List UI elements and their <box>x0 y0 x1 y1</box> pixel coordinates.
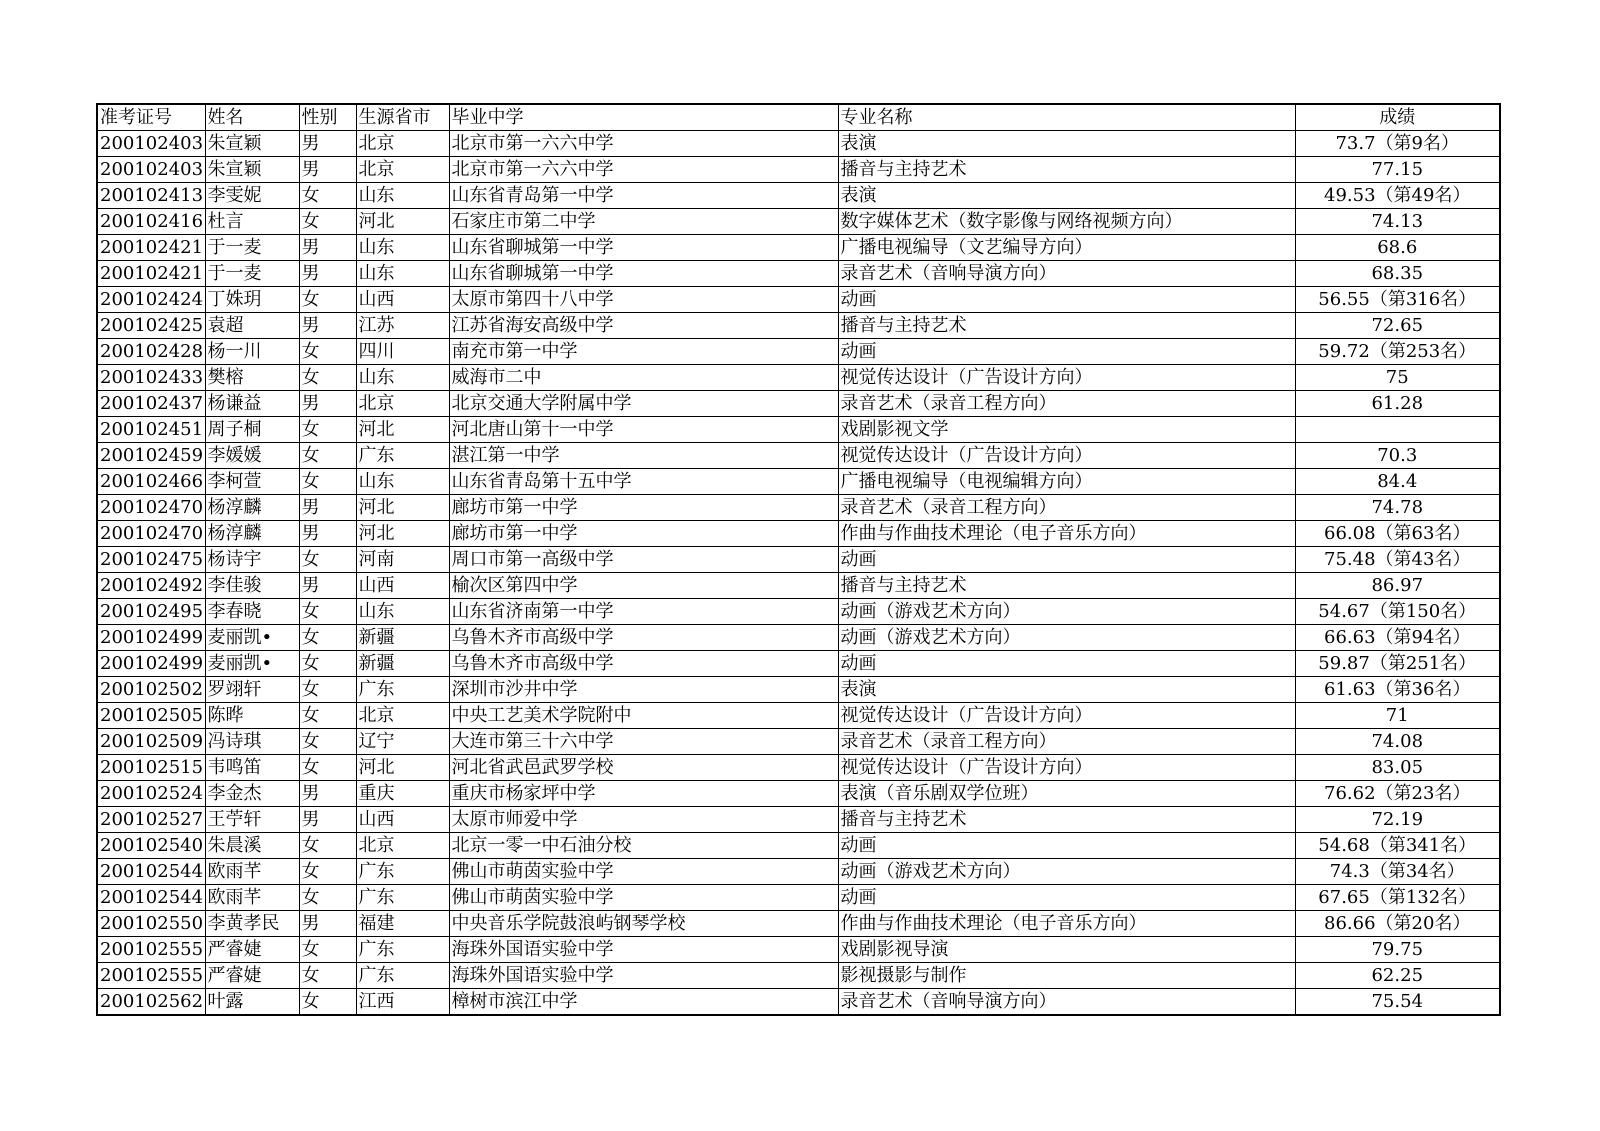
cell-name: 王苧轩 <box>205 807 299 833</box>
table-row <box>97 989 1500 1016</box>
cell-score: 66.08（第63名） <box>1295 521 1500 547</box>
cell-gender: 女 <box>299 703 356 729</box>
cell-province: 新疆 <box>356 625 449 651</box>
cell-major: 播音与主持艺术 <box>838 807 1295 833</box>
cell-province: 广东 <box>356 937 449 963</box>
cell-exam-id: 200102499 <box>97 651 205 677</box>
cell-province: 江西 <box>356 989 449 1016</box>
cell-score: 59.87（第251名） <box>1295 651 1500 677</box>
cell-province: 广东 <box>356 443 449 469</box>
cell-gender: 女 <box>299 937 356 963</box>
cell-gender: 男 <box>299 157 356 183</box>
cell-gender: 男 <box>299 391 356 417</box>
cell-name: 冯诗琪 <box>205 729 299 755</box>
cell-gender: 女 <box>299 287 356 313</box>
cell-major: 视觉传达设计（广告设计方向） <box>838 703 1295 729</box>
table-row <box>97 235 1500 261</box>
cell-province: 福建 <box>356 911 449 937</box>
cell-major: 动画 <box>838 339 1295 365</box>
cell-exam-id: 200102413 <box>97 183 205 209</box>
cell-score: 75 <box>1295 365 1500 391</box>
cell-province: 广东 <box>356 677 449 703</box>
cell-gender: 男 <box>299 573 356 599</box>
cell-score: 61.28 <box>1295 391 1500 417</box>
cell-major: 表演 <box>838 677 1295 703</box>
cell-exam-id: 200102492 <box>97 573 205 599</box>
cell-high-school: 深圳市沙井中学 <box>449 677 838 703</box>
cell-exam-id: 200102562 <box>97 989 205 1016</box>
cell-gender: 女 <box>299 625 356 651</box>
cell-major: 播音与主持艺术 <box>838 157 1295 183</box>
cell-province: 北京 <box>356 391 449 417</box>
cell-score: 74.08 <box>1295 729 1500 755</box>
cell-exam-id: 200102505 <box>97 703 205 729</box>
cell-exam-id: 200102550 <box>97 911 205 937</box>
cell-name: 于一麦 <box>205 261 299 287</box>
cell-major: 动画 <box>838 287 1295 313</box>
cell-province: 山西 <box>356 807 449 833</box>
cell-major: 广播电视编导（文艺编导方向） <box>838 235 1295 261</box>
cell-province: 山东 <box>356 235 449 261</box>
table-row <box>97 209 1500 235</box>
cell-exam-id: 200102515 <box>97 755 205 781</box>
cell-score: 68.6 <box>1295 235 1500 261</box>
cell-high-school: 太原市第四十八中学 <box>449 287 838 313</box>
cell-province: 山东 <box>356 599 449 625</box>
cell-exam-id: 200102555 <box>97 963 205 989</box>
cell-score: 62.25 <box>1295 963 1500 989</box>
cell-major: 播音与主持艺术 <box>838 573 1295 599</box>
table-row <box>97 755 1500 781</box>
cell-score: 86.97 <box>1295 573 1500 599</box>
cell-score: 49.53（第49名） <box>1295 183 1500 209</box>
table-row <box>97 443 1500 469</box>
cell-exam-id: 200102403 <box>97 131 205 157</box>
cell-high-school: 海珠外国语实验中学 <box>449 963 838 989</box>
header-gender: 性别 <box>299 104 356 131</box>
cell-major: 作曲与作曲技术理论（电子音乐方向） <box>838 911 1295 937</box>
cell-province: 河北 <box>356 417 449 443</box>
header-row <box>97 104 1500 131</box>
cell-name: 朱宣颖 <box>205 131 299 157</box>
cell-exam-id: 200102459 <box>97 443 205 469</box>
cell-name: 杨诗宇 <box>205 547 299 573</box>
table-row <box>97 625 1500 651</box>
cell-name: 周子桐 <box>205 417 299 443</box>
cell-score: 74.78 <box>1295 495 1500 521</box>
cell-score: 61.63（第36名） <box>1295 677 1500 703</box>
cell-province: 河北 <box>356 209 449 235</box>
table-row <box>97 729 1500 755</box>
cell-exam-id: 200102544 <box>97 885 205 911</box>
table-row <box>97 131 1500 157</box>
cell-high-school: 山东省济南第一中学 <box>449 599 838 625</box>
cell-score: 66.63（第94名） <box>1295 625 1500 651</box>
cell-high-school: 廊坊市第一中学 <box>449 495 838 521</box>
cell-high-school: 湛江第一中学 <box>449 443 838 469</box>
cell-name: 杨淳麟 <box>205 521 299 547</box>
cell-name: 李媛媛 <box>205 443 299 469</box>
table-row <box>97 703 1500 729</box>
cell-score: 67.65（第132名） <box>1295 885 1500 911</box>
cell-exam-id: 200102499 <box>97 625 205 651</box>
cell-high-school: 重庆市杨家坪中学 <box>449 781 838 807</box>
cell-province: 北京 <box>356 833 449 859</box>
cell-province: 山东 <box>356 469 449 495</box>
cell-major: 录音艺术（音响导演方向） <box>838 261 1295 287</box>
cell-exam-id: 200102502 <box>97 677 205 703</box>
cell-score: 54.68（第341名） <box>1295 833 1500 859</box>
cell-province: 山西 <box>356 573 449 599</box>
cell-exam-id: 200102540 <box>97 833 205 859</box>
cell-major: 播音与主持艺术 <box>838 313 1295 339</box>
cell-province: 广东 <box>356 885 449 911</box>
cell-exam-id: 200102524 <box>97 781 205 807</box>
cell-exam-id: 200102428 <box>97 339 205 365</box>
cell-gender: 女 <box>299 885 356 911</box>
cell-province: 新疆 <box>356 651 449 677</box>
table-row <box>97 781 1500 807</box>
cell-name: 杜言 <box>205 209 299 235</box>
cell-score <box>1295 417 1500 443</box>
cell-major: 影视摄影与制作 <box>838 963 1295 989</box>
cell-exam-id: 200102466 <box>97 469 205 495</box>
table-row <box>97 911 1500 937</box>
cell-major: 作曲与作曲技术理论（电子音乐方向） <box>838 521 1295 547</box>
table-row <box>97 963 1500 989</box>
cell-major: 动画（游戏艺术方向） <box>838 599 1295 625</box>
header-major: 专业名称 <box>838 104 1295 131</box>
table-row <box>97 495 1500 521</box>
cell-name: 朱宣颖 <box>205 157 299 183</box>
cell-province: 四川 <box>356 339 449 365</box>
cell-gender: 女 <box>299 443 356 469</box>
cell-name: 严睿婕 <box>205 937 299 963</box>
cell-province: 江苏 <box>356 313 449 339</box>
table-row <box>97 599 1500 625</box>
cell-gender: 男 <box>299 131 356 157</box>
cell-name: 杨谦益 <box>205 391 299 417</box>
cell-name: 李雯妮 <box>205 183 299 209</box>
cell-high-school: 北京一零一中石油分校 <box>449 833 838 859</box>
cell-high-school: 北京交通大学附属中学 <box>449 391 838 417</box>
cell-high-school: 南充市第一中学 <box>449 339 838 365</box>
cell-exam-id: 200102475 <box>97 547 205 573</box>
cell-name: 叶露 <box>205 989 299 1016</box>
cell-high-school: 乌鲁木齐市高级中学 <box>449 625 838 651</box>
cell-exam-id: 200102495 <box>97 599 205 625</box>
cell-gender: 女 <box>299 339 356 365</box>
cell-major: 表演 <box>838 183 1295 209</box>
cell-exam-id: 200102509 <box>97 729 205 755</box>
cell-exam-id: 200102451 <box>97 417 205 443</box>
cell-high-school: 河北唐山第十一中学 <box>449 417 838 443</box>
cell-exam-id: 200102544 <box>97 859 205 885</box>
cell-gender: 女 <box>299 989 356 1016</box>
cell-province: 广东 <box>356 859 449 885</box>
cell-score: 72.19 <box>1295 807 1500 833</box>
cell-major: 动画（游戏艺术方向） <box>838 859 1295 885</box>
cell-major: 动画 <box>838 833 1295 859</box>
cell-name: 袁超 <box>205 313 299 339</box>
cell-name: 麦丽凯• <box>205 651 299 677</box>
cell-score: 79.75 <box>1295 937 1500 963</box>
cell-high-school: 山东省青岛第一中学 <box>449 183 838 209</box>
cell-name: 李柯萱 <box>205 469 299 495</box>
header-province: 生源省市 <box>356 104 449 131</box>
cell-major: 表演（音乐剧双学位班） <box>838 781 1295 807</box>
cell-major: 动画 <box>838 651 1295 677</box>
cell-gender: 女 <box>299 729 356 755</box>
table-row <box>97 521 1500 547</box>
cell-province: 北京 <box>356 157 449 183</box>
cell-province: 河南 <box>356 547 449 573</box>
cell-name: 李佳骏 <box>205 573 299 599</box>
cell-province: 河北 <box>356 755 449 781</box>
cell-high-school: 佛山市萌茵实验中学 <box>449 885 838 911</box>
cell-province: 山东 <box>356 183 449 209</box>
table-row <box>97 547 1500 573</box>
cell-province: 广东 <box>356 963 449 989</box>
cell-high-school: 中央音乐学院鼓浪屿钢琴学校 <box>449 911 838 937</box>
cell-province: 山东 <box>356 261 449 287</box>
cell-score: 84.4 <box>1295 469 1500 495</box>
table-row <box>97 651 1500 677</box>
cell-gender: 男 <box>299 495 356 521</box>
table-row <box>97 833 1500 859</box>
cell-name: 韦鸣笛 <box>205 755 299 781</box>
cell-exam-id: 200102425 <box>97 313 205 339</box>
cell-major: 动画（游戏艺术方向） <box>838 625 1295 651</box>
table-row <box>97 313 1500 339</box>
cell-exam-id: 200102424 <box>97 287 205 313</box>
cell-score: 70.3 <box>1295 443 1500 469</box>
table-row <box>97 339 1500 365</box>
cell-name: 欧雨芊 <box>205 885 299 911</box>
header-exam-id: 准考证号 <box>97 104 205 131</box>
cell-gender: 女 <box>299 651 356 677</box>
cell-gender: 男 <box>299 911 356 937</box>
cell-high-school: 河北省武邑武罗学校 <box>449 755 838 781</box>
cell-high-school: 太原市师爱中学 <box>449 807 838 833</box>
cell-high-school: 周口市第一高级中学 <box>449 547 838 573</box>
table-row <box>97 469 1500 495</box>
cell-score: 68.35 <box>1295 261 1500 287</box>
cell-gender: 女 <box>299 833 356 859</box>
cell-name: 陈晔 <box>205 703 299 729</box>
header-name: 姓名 <box>205 104 299 131</box>
cell-gender: 男 <box>299 313 356 339</box>
table-row <box>97 391 1500 417</box>
cell-high-school: 中央工艺美术学院附中 <box>449 703 838 729</box>
cell-major: 戏剧影视文学 <box>838 417 1295 443</box>
cell-gender: 女 <box>299 599 356 625</box>
cell-major: 戏剧影视导演 <box>838 937 1295 963</box>
cell-score: 83.05 <box>1295 755 1500 781</box>
cell-gender: 女 <box>299 547 356 573</box>
cell-exam-id: 200102437 <box>97 391 205 417</box>
cell-score: 74.13 <box>1295 209 1500 235</box>
cell-major: 录音艺术（录音工程方向） <box>838 495 1295 521</box>
header-score: 成绩 <box>1295 104 1500 131</box>
cell-major: 动画 <box>838 547 1295 573</box>
table-row <box>97 183 1500 209</box>
cell-score: 74.3（第34名） <box>1295 859 1500 885</box>
table-row <box>97 573 1500 599</box>
table-row <box>97 287 1500 313</box>
cell-name: 李金杰 <box>205 781 299 807</box>
cell-exam-id: 200102433 <box>97 365 205 391</box>
cell-name: 杨一川 <box>205 339 299 365</box>
table-row <box>97 417 1500 443</box>
cell-name: 杨淳麟 <box>205 495 299 521</box>
table-row <box>97 859 1500 885</box>
cell-exam-id: 200102421 <box>97 261 205 287</box>
cell-name: 朱晨溪 <box>205 833 299 859</box>
table-row <box>97 937 1500 963</box>
cell-high-school: 乌鲁木齐市高级中学 <box>449 651 838 677</box>
cell-province: 重庆 <box>356 781 449 807</box>
cell-score: 56.55（第316名） <box>1295 287 1500 313</box>
cell-high-school: 威海市二中 <box>449 365 838 391</box>
cell-score: 73.7（第9名） <box>1295 131 1500 157</box>
cell-exam-id: 200102470 <box>97 495 205 521</box>
cell-score: 54.67（第150名） <box>1295 599 1500 625</box>
cell-major: 数字媒体艺术（数字影像与网络视频方向） <box>838 209 1295 235</box>
header-high-school: 毕业中学 <box>449 104 838 131</box>
cell-exam-id: 200102470 <box>97 521 205 547</box>
cell-score: 72.65 <box>1295 313 1500 339</box>
cell-high-school: 山东省聊城第一中学 <box>449 235 838 261</box>
cell-province: 河北 <box>356 521 449 547</box>
table-row <box>97 807 1500 833</box>
table-row <box>97 157 1500 183</box>
cell-exam-id: 200102527 <box>97 807 205 833</box>
cell-gender: 女 <box>299 677 356 703</box>
cell-high-school: 北京市第一六六中学 <box>449 131 838 157</box>
cell-high-school: 海珠外国语实验中学 <box>449 937 838 963</box>
cell-province: 河北 <box>356 495 449 521</box>
cell-exam-id: 200102416 <box>97 209 205 235</box>
cell-score: 75.48（第43名） <box>1295 547 1500 573</box>
cell-gender: 女 <box>299 417 356 443</box>
cell-province: 山西 <box>356 287 449 313</box>
cell-major: 视觉传达设计（广告设计方向） <box>838 443 1295 469</box>
cell-score: 86.66（第20名） <box>1295 911 1500 937</box>
cell-gender: 女 <box>299 209 356 235</box>
cell-high-school: 山东省聊城第一中学 <box>449 261 838 287</box>
cell-major: 视觉传达设计（广告设计方向） <box>838 365 1295 391</box>
cell-exam-id: 200102403 <box>97 157 205 183</box>
score-sheet <box>96 103 1499 1016</box>
table-row <box>97 261 1500 287</box>
cell-high-school: 大连市第三十六中学 <box>449 729 838 755</box>
cell-major: 视觉传达设计（广告设计方向） <box>838 755 1295 781</box>
cell-score: 77.15 <box>1295 157 1500 183</box>
cell-gender: 男 <box>299 261 356 287</box>
cell-major: 录音艺术（录音工程方向） <box>838 391 1295 417</box>
cell-province: 辽宁 <box>356 729 449 755</box>
cell-gender: 女 <box>299 859 356 885</box>
cell-name: 李春晓 <box>205 599 299 625</box>
cell-gender: 女 <box>299 963 356 989</box>
score-table <box>96 103 1501 1016</box>
cell-gender: 女 <box>299 365 356 391</box>
cell-high-school: 石家庄市第二中学 <box>449 209 838 235</box>
cell-high-school: 山东省青岛第十五中学 <box>449 469 838 495</box>
cell-gender: 男 <box>299 235 356 261</box>
cell-exam-id: 200102421 <box>97 235 205 261</box>
cell-high-school: 廊坊市第一中学 <box>449 521 838 547</box>
cell-high-school: 北京市第一六六中学 <box>449 157 838 183</box>
cell-name: 欧雨芊 <box>205 859 299 885</box>
cell-high-school: 佛山市萌茵实验中学 <box>449 859 838 885</box>
cell-name: 樊榕 <box>205 365 299 391</box>
cell-name: 于一麦 <box>205 235 299 261</box>
cell-province: 山东 <box>356 365 449 391</box>
table-row <box>97 885 1500 911</box>
cell-score: 59.72（第253名） <box>1295 339 1500 365</box>
cell-high-school: 樟树市滨江中学 <box>449 989 838 1016</box>
table-row <box>97 677 1500 703</box>
cell-major: 动画 <box>838 885 1295 911</box>
cell-gender: 男 <box>299 781 356 807</box>
cell-name: 丁姝玥 <box>205 287 299 313</box>
cell-province: 北京 <box>356 703 449 729</box>
cell-score: 76.62（第23名） <box>1295 781 1500 807</box>
cell-score: 75.54 <box>1295 989 1500 1016</box>
cell-gender: 男 <box>299 521 356 547</box>
cell-major: 表演 <box>838 131 1295 157</box>
cell-name: 麦丽凯• <box>205 625 299 651</box>
cell-gender: 女 <box>299 183 356 209</box>
cell-exam-id: 200102555 <box>97 937 205 963</box>
cell-high-school: 江苏省海安高级中学 <box>449 313 838 339</box>
cell-score: 71 <box>1295 703 1500 729</box>
cell-major: 录音艺术（音响导演方向） <box>838 989 1295 1016</box>
cell-name: 罗翊轩 <box>205 677 299 703</box>
table-body <box>97 104 1500 1015</box>
cell-major: 录音艺术（录音工程方向） <box>838 729 1295 755</box>
cell-gender: 男 <box>299 807 356 833</box>
cell-name: 李黄孝民 <box>205 911 299 937</box>
cell-name: 严睿婕 <box>205 963 299 989</box>
table-row <box>97 365 1500 391</box>
cell-gender: 女 <box>299 755 356 781</box>
cell-major: 广播电视编导（电视编辑方向） <box>838 469 1295 495</box>
cell-high-school: 榆次区第四中学 <box>449 573 838 599</box>
cell-gender: 女 <box>299 469 356 495</box>
cell-province: 北京 <box>356 131 449 157</box>
